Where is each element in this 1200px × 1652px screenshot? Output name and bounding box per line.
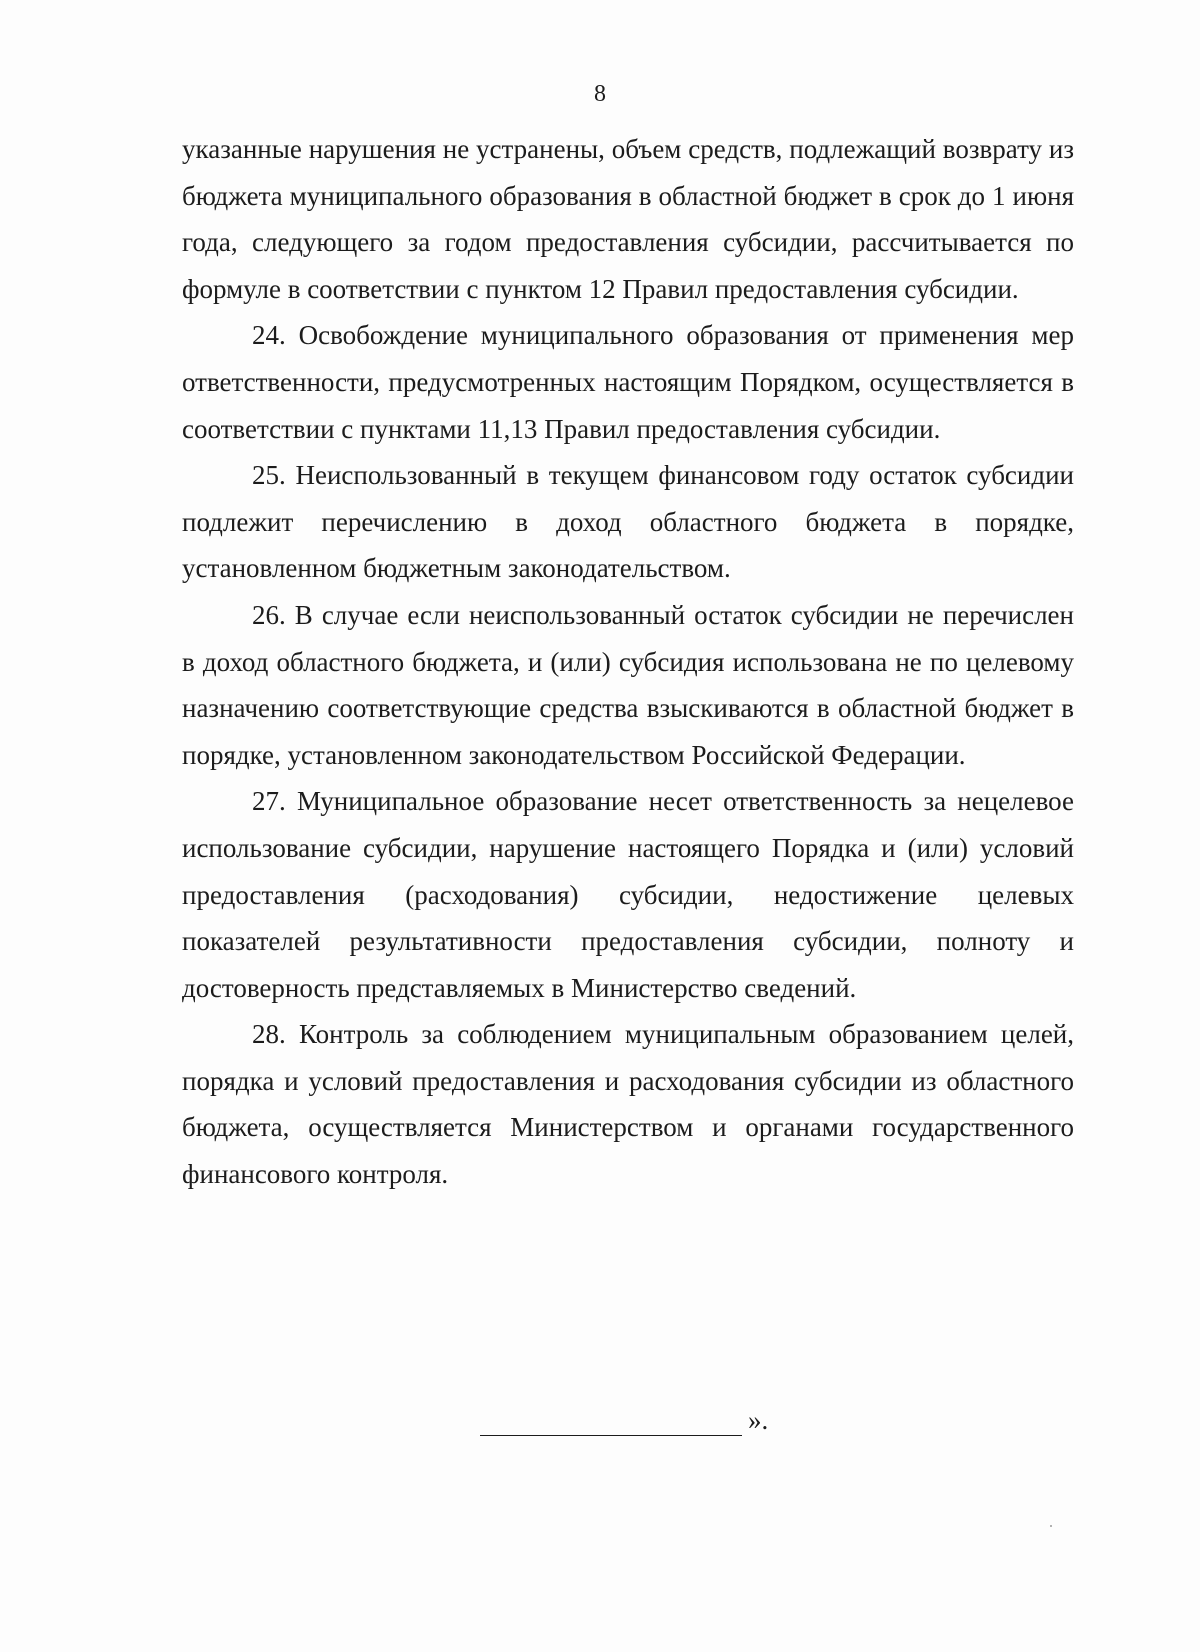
closing-quote: ». (748, 1405, 769, 1435)
page-number: 8 (594, 81, 606, 107)
paragraph-26: 26. В случае если неиспользованный остаток субсидии не перечислен в доход областного бюджета, и (или) субсидия использована не по целевому назначению соответствующие средства взыскиваются в областной бюджет в порядке, установленном законодательством Российской Федерации. (182, 599, 1074, 770)
document-body (182, 126, 1074, 1198)
paragraph-24: 24. Освобождение муниципального образования от применения мер ответственности, предусмотренных настоящим Порядком, осуществляется в соответствии с пунктами 11,13 Правил предоставления субсидии. (182, 320, 1074, 444)
closing-mark (480, 1402, 768, 1436)
paragraph-25: 25. Неиспользованный в текущем финансовом году остаток субсидии подлежит перечислению в доход областного бюджета в порядке, установленном бюджетным законодательством. (182, 460, 1074, 584)
paragraph-28: 28. Контроль за соблюдением муниципальным образованием целей, порядка и условий предоставления и расходования субсидии из областного бюджета, осуществляется Министерством и органами государственного финансового контроля. (182, 1019, 1074, 1190)
paragraph-27: 27. Муниципальное образование несет ответственность за нецелевое использование субсидии, нарушение настоящего Порядка и (или) условий предоставления (расходования) субсидии, недостижение целевых показателей результативности предоставления субсидии, полноту и достоверность представляемых в Министерство сведений. (182, 786, 1074, 1003)
scan-speck (1050, 1525, 1052, 1527)
closing-rule (480, 1409, 742, 1436)
paragraph-continuation: указанные нарушения не устранены, объем средств, подлежащий возврату из бюджета муниципального образования в областной бюджет в срок до 1 июня года, следующего за годом предоставления субсидии, рассчитывается по формуле в соответствии с пунктом 12 Правил предоставления субсидии. (182, 134, 1074, 304)
